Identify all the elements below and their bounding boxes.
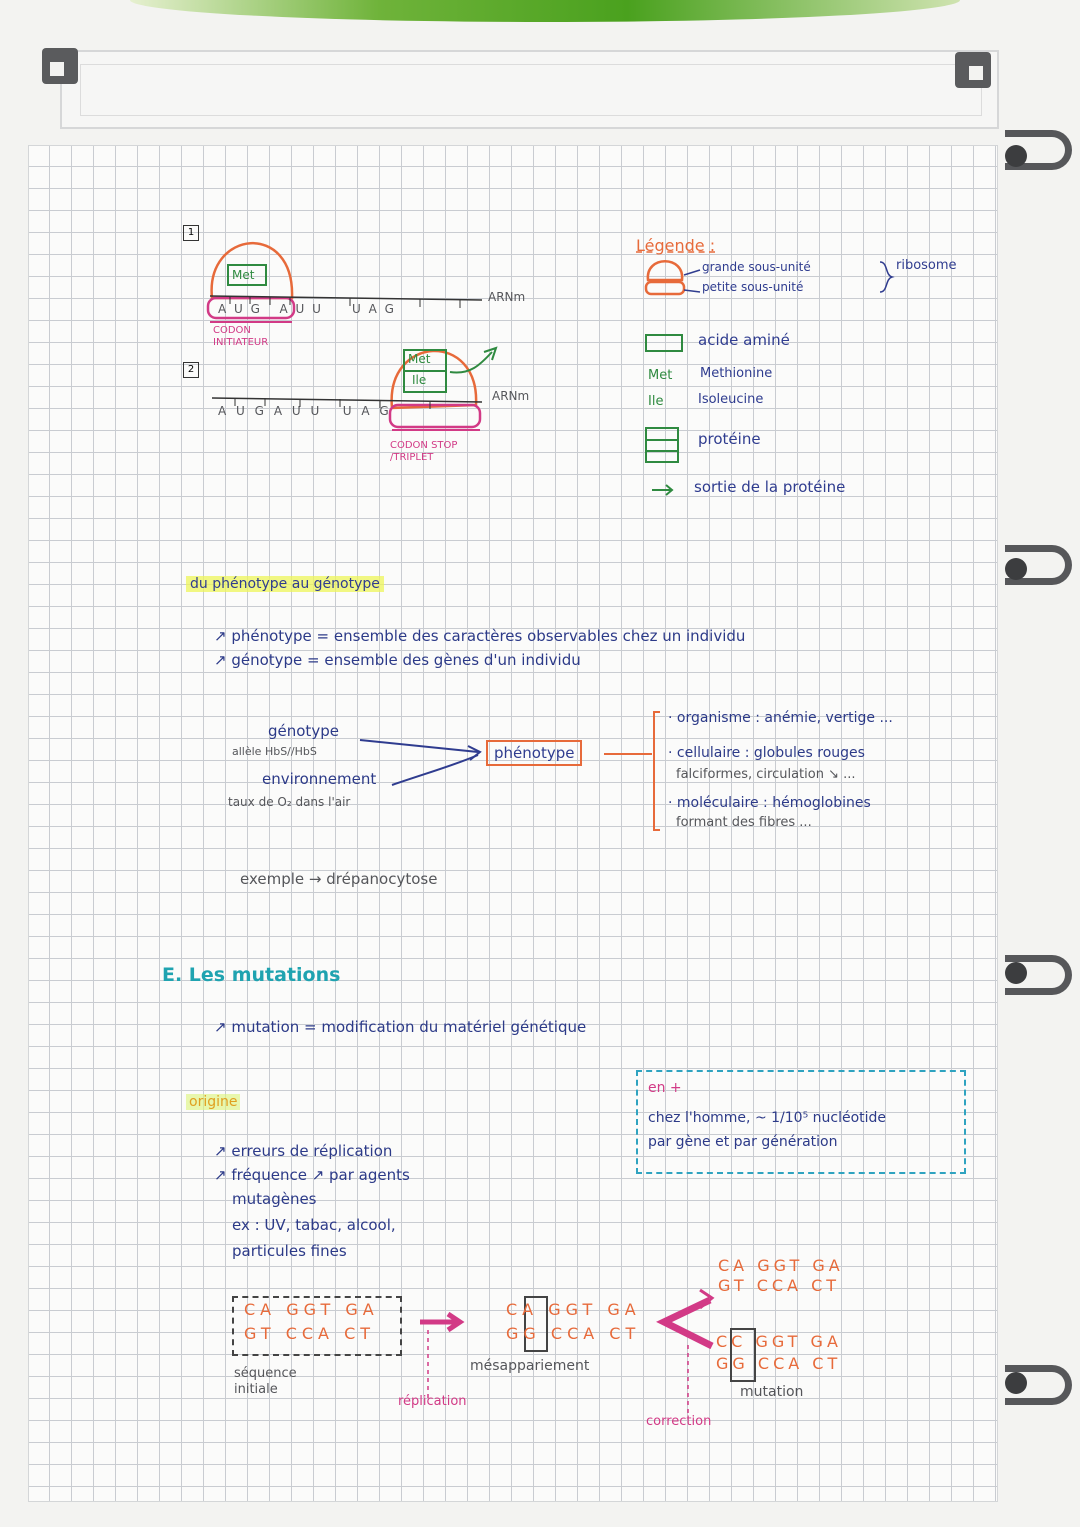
allele-label: allèle HbS//HbS — [232, 745, 317, 758]
correction-arrows — [664, 1300, 712, 1346]
legend-petite: petite sous-unité — [702, 280, 804, 294]
legend-sortie: sortie de la protéine — [694, 478, 846, 496]
genotype-label: génotype — [268, 722, 339, 740]
arnm-label-1: ARNm — [488, 290, 526, 304]
legend-met: Met — [648, 368, 673, 383]
phenotype-organisme: · organisme : anémie, vertige ... — [668, 710, 893, 726]
mutated-seq-bottom: GG CCA CT — [716, 1354, 842, 1373]
mutation-definition: ↗ mutation = modification du matériel génétique — [214, 1018, 587, 1036]
legend-acide: acide aminé — [698, 331, 790, 349]
step-2-marker: 2 — [183, 362, 199, 378]
protein-exit-arrow — [450, 352, 492, 373]
corrected-seq-top: CA GGT GA — [718, 1256, 844, 1275]
environment-arrow — [392, 755, 478, 785]
mesappariement-label: mésappariement — [470, 1358, 590, 1374]
mutation-label: mutation — [740, 1384, 804, 1400]
genotype-arrow — [360, 740, 478, 752]
legend-ile: Ile — [648, 394, 664, 409]
phenotype-section-title: du phénotype au génotype — [186, 576, 384, 592]
codon-row-1: A U G A U U U A G — [218, 302, 396, 316]
ile-label: Ile — [412, 373, 427, 387]
cause-3: mutagènes — [232, 1190, 317, 1208]
legend-ribosome-icon — [648, 261, 682, 280]
arnm-label-2: ARNm — [492, 389, 530, 403]
phenotype-box: phénotype — [486, 740, 582, 766]
phenotype-cellulaire-1: · cellulaire : globules rouges — [668, 745, 865, 761]
legend-brace — [880, 262, 892, 292]
rate-box-line-2: chez l'homme, ~ 1/10⁵ nucléotide — [648, 1110, 887, 1126]
initial-sequence-label: séquence initiale — [234, 1366, 297, 1397]
exemple-line: exemple → drépanocytose — [240, 870, 438, 888]
initial-seq-bottom: GT CCA CT — [244, 1324, 376, 1343]
legend-protein-icon — [646, 428, 678, 462]
mutations-title: E. Les mutations — [162, 964, 341, 986]
cause-5: particules fines — [232, 1242, 347, 1260]
legend-grande: grande sous-unité — [702, 260, 811, 274]
initial-seq-top: CA GGT GA — [244, 1300, 379, 1319]
environnement-label: environnement — [262, 770, 377, 788]
phenotype-bracket — [654, 712, 660, 830]
origine-label: origine — [186, 1094, 240, 1110]
cause-1: ↗ erreurs de réplication — [214, 1142, 393, 1160]
replication-label: réplication — [398, 1394, 467, 1409]
legend-ile-desc: Isoleucine — [698, 392, 764, 407]
arnm-line-2 — [212, 398, 482, 402]
replication-arrow — [420, 1314, 460, 1330]
codon-stop-label: CODON STOP /TRIPLET — [390, 440, 458, 463]
correction-label: correction — [646, 1414, 712, 1429]
legend-met-desc: Methionine — [700, 366, 773, 381]
cause-2: ↗ fréquence ↗ par agents — [214, 1166, 410, 1184]
met-label-1: Met — [232, 268, 255, 282]
rate-box-line-1: en + — [648, 1080, 682, 1096]
genotype-definition: ↗ génotype = ensemble des gènes d'un individu — [214, 651, 581, 669]
phenotype-moleculaire-2: formant des fibres ... — [676, 815, 812, 830]
legend-ribosome: ribosome — [896, 258, 957, 273]
mismatch-seq-top: CA GGT GA — [506, 1300, 641, 1319]
legend-title: Légende : — [636, 236, 716, 255]
phenotype-cellulaire-2: falciformes, circulation ↘ ... — [676, 767, 856, 782]
phenotype-definition: ↗ phénotype = ensemble des caractères observables chez un individu — [214, 627, 746, 645]
mismatch-seq-bottom: GG CCA CT — [506, 1324, 641, 1343]
rate-box-line-3: par gène et par génération — [648, 1134, 838, 1150]
legend-amino-acid-icon — [646, 335, 682, 351]
cause-4: ex : UV, tabac, alcool, — [232, 1216, 396, 1234]
codon-row-2: A U G A U U U A G — [218, 404, 392, 418]
met-label-2: Met — [408, 352, 431, 366]
step-1-marker: 1 — [183, 225, 199, 241]
taux-label: taux de O₂ dans l'air — [228, 795, 351, 809]
codon-initiateur-label: CODON INITIATEUR — [213, 325, 269, 348]
mutated-seq-top: CC GGT GA — [716, 1332, 842, 1351]
corrected-seq-bottom: GT CCA CT — [718, 1276, 841, 1295]
phenotype-moleculaire-1: · moléculaire : hémoglobines — [668, 795, 871, 811]
legend-exit-arrow — [652, 485, 672, 495]
legend-proteine: protéine — [698, 430, 761, 448]
